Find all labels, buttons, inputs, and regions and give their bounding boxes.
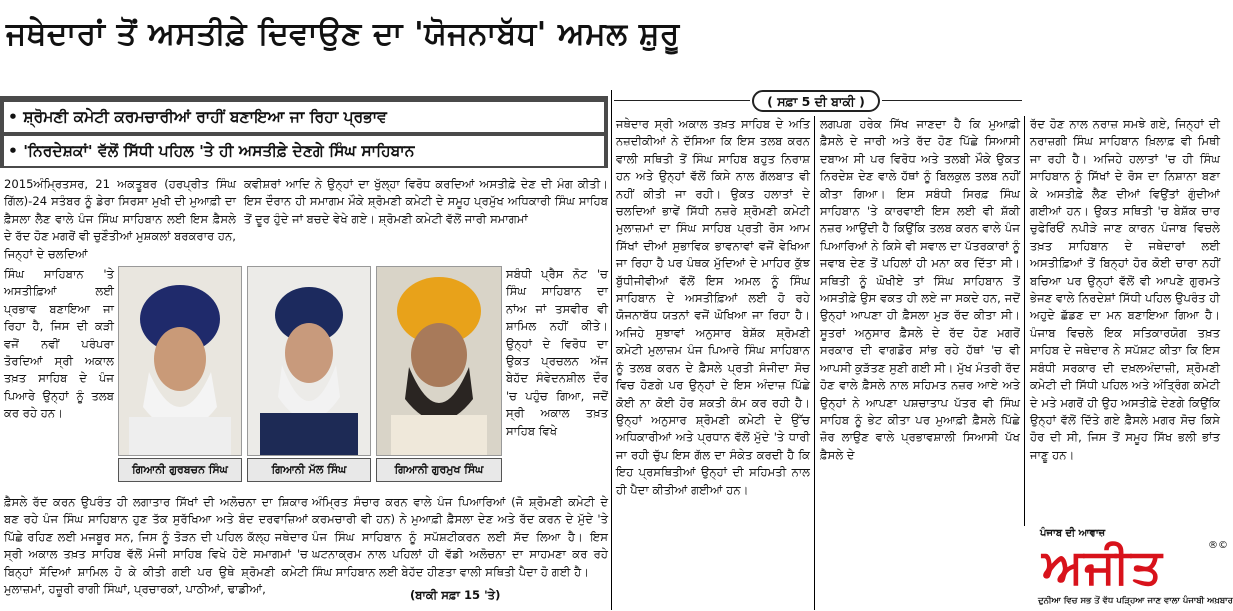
caption-3: ਗਿਆਨੀ ਗੁਰਮੁਖ ਸਿੰਘ bbox=[376, 458, 502, 482]
column-5 bbox=[1030, 116, 1220, 522]
column-2-narrow bbox=[506, 266, 608, 492]
headline: ਜਥੇਦਾਰਾਂ ਤੋਂ ਅਸਤੀਫ਼ੇ ਦਿਵਾਉਣ ਦਾ 'ਯੋਜਨਾਬੱਧ' ਅਮਲ ਸ਼ੁਰੂ bbox=[6, 16, 680, 52]
column-4 bbox=[820, 116, 1020, 522]
column-2-top bbox=[244, 176, 608, 264]
portrait-1 bbox=[119, 267, 241, 455]
column-2-narrow-text: ਸਬੰਧੀ ਪ੍ਰੈਸ ਨੋਟ 'ਚ ਸਿੰਘ ਸਾਹਿਬਾਨ ਦਾ ਨਾਂਅ ਜਾਂ ਤਸਵੀਰ ਵੀ ਸ਼ਾਮਿਲ ਨਹੀਂ ਕੀਤੇ। ਉਨ੍ਹਾਂ ਦੇ ਵਿਰੋਧ ਦਾ ਉਕਤ ਪ੍ਰਚਲਨ ਅੱਜ ਬੇਹੱਦ ਸੰਵੇਦਨਸ਼ੀਲ ਦੌਰ 'ਚ ਪਹੁੰਚ ਗਿਆ, ਜਦੋਂ ਸ੍ਰੀ ਅਕਾਲ ਤਖ਼ਤ ਸਾਹਿਬ ਵਿਖੇ bbox=[506, 267, 608, 438]
column-2-bottom bbox=[312, 494, 608, 584]
column-2-top-text: ਕਵੀਸ਼ਰਾਂ ਆਦਿ ਨੇ ਉਨ੍ਹਾਂ ਦਾ ਖੁੱਲ੍ਹਾ ਵਿਰੋਧ ਕਰਦਿਆਂ ਅਸਤੀਫ਼ੇ ਦੇਣ ਦੀ ਮੰਗ ਕੀਤੀ। ਇਸ ਦੌਰਾਨ ਹੀ ਸਮਾਗਮ ਮੌਕੇ ਸ਼੍ਰੋਮਣੀ ਕਮੇਟੀ ਦੇ ਸਮੂਹ ਪ੍ਰਮੁੱਖ ਅਧਿਕਾਰੀ ਸਿੰਘ ਸਾਹਿਬ ਤੋਂ ਦੂਰ ਹੁੰਦੇ ਜਾਂ ਬਚਦੇ ਵੇਖੇ ਗਏ। ਸ਼੍ਰੋਮਣੀ ਕਮੇਟੀ ਵੱਲੋਂ ਜਾਰੀ ਸਮਾਗਮਾਂ bbox=[244, 177, 608, 226]
ajit-logo bbox=[1038, 528, 1233, 610]
continued-rule-right bbox=[882, 100, 1022, 101]
column-1-bottom bbox=[4, 494, 308, 608]
continued-footnote: (ਬਾਕੀ ਸਫ਼ਾ 15 'ਤੇ) bbox=[410, 588, 501, 602]
photo-gurmukh-singh bbox=[376, 266, 502, 456]
column-rule-2 bbox=[814, 116, 815, 610]
column-2-bottom-text: ਅੰਮ੍ਰਿਤ ਸੰਚਾਰ ਕਰਨ ਵਾਲੇ ਪੰਜ ਪਿਆਰਿਆਂ (ਜੋ ਸ਼੍ਰੋਮਣੀ ਕਮੇਟੀ ਦੇ ਕਰਮਚਾਰੀ ਵੀ ਹਨ) ਨੇ ਮੁਆਫ਼ੀ ਫ਼ੈਸਲਾ ਦੇਣ ਅਤੇ ਰੱਦ ਕਰਨ ਦੇ ਮੁੱਦੇ 'ਤੇ ਪੰਜ ਸਿੰਘ ਸਾਹਿਬਾਨ ਨੂੰ ਸਪੱਸ਼ਟੀਕਰਨ ਲਈ ਸੱਦ ਲਿਆ ਹੈ। ਇਸ ਘਟਨਾਕ੍ਰਮ ਨਾਲ ਪਹਿਲਾਂ ਹੀ ਵੱਡੀ ਅਲੋਚਨਾ ਦਾ ਸਾਹਮਣਾ ਕਰ ਰਹੇ ਸਿੰਘ ਸਾਹਿਬਾਨ ਲਈ ਬੇਹੱਦ ਹੀਣਤਾ ਵਾਲੀ ਸਥਿਤੀ ਪੈਦਾ ਹੋ ਗਈ ਹੈ। bbox=[312, 495, 608, 579]
column-1-narrow bbox=[4, 266, 114, 492]
logo-tagline: ਦੁਨੀਆ ਵਿਚ ਸਭ ਤੋਂ ਵੱਧ ਪੜ੍ਹਿਆ ਜਾਣ ਵਾਲਾ ਪੰਜਾਬੀ ਅਖ਼ਬਾਰ bbox=[1038, 596, 1233, 606]
column-5-text: ਰੱਦ ਹੋਣ ਨਾਲ ਨਰਾਜ਼ ਸਮਝੇ ਗਏ, ਜਿਨ੍ਹਾਂ ਦੀ ਨਰਾਜ਼ਗੀ ਸਿੰਘ ਸਾਹਿਬਾਨ ਖ਼ਿਲਾਫ਼ ਵੀ ਮਿਥੀ ਜਾ ਰਹੀ ਹੈ। ਅਜਿਹੇ ਹਲਾਤਾਂ 'ਚ ਹੀ ਸਿੰਘ ਸਾਹਿਬਾਨ ਨੂੰ ਸਿੱਖਾਂ ਦੇ ਰੋਸ ਦਾ ਨਿਸ਼ਾਨਾ ਬਣਾ ਕੇ ਅਸਤੀਫ਼ੇ ਲੈਣ ਦੀਆਂ ਵਿਉਂਤਾਂ ਗੁੰਦੀਆਂ ਗਈਆਂ ਹਨ। ਉਕਤ ਸਥਿਤੀ 'ਚ ਬੇਸ਼ੱਕ ਚਾਰ ਚੁਫੇਰਿਓਂ ਨਪੀੜੇ ਜਾਣ ਕਾਰਨ ਪੰਜਾਬ ਵਿਚਲੇ ਤਖ਼ਤ ਸਾਹਿਬਾਨ ਦੇ ਜਥੇਦਾਰਾਂ ਲਈ ਅਸਤੀਫ਼ਿਆਂ ਤੋਂ ਬਿਨ੍ਹਾਂ ਹੋਰ ਕੋਈ ਚਾਰਾ ਨਹੀਂ ਬਚਿਆ ਪਰ ਉਨ੍ਹਾਂ ਵੱਲੋਂ ਵੀ ਆਪਣੇ ਗੁਰਮਤੇ ਭੇਜਣ ਵਾਲੇ ਨਿਰਦੇਸ਼ਾਂ ਸਿੱਧੀ ਪਹਿਲ ਉਪਰੰਤ ਹੀ ਅਹੁਦੇ ਛੱਡਣ ਦਾ ਮਨ ਬਣਾਇਆ ਗਿਆ ਹੈ। ਪੰਜਾਬ ਵਿਚਲੇ ਇਕ ਸਤਿਕਾਰਯੋਗ ਤਖ਼ਤ ਸਾਹਿਬ ਦੇ ਜਥੇਦਾਰ ਨੇ ਸਪੱਸ਼ਟ ਕੀਤਾ ਕਿ ਇਸ ਸਬੰਧੀ ਸਰਕਾਰ ਦੀ ਦਖ਼ਲਅੰਦਾਜ਼ੀ, ਸ਼੍ਰੋਮਣੀ ਕਮੇਟੀ ਦੀ ਸਿੱਧੀ ਪਹਿਲ ਅਤੇ ਅੰਤ੍ਰਿੰਗ ਕਮੇਟੀ ਦੇ ਮਤੇ ਮਗਰੋਂ ਹੀ ਉਹ ਅਸਤੀਫ਼ੇ ਦੇਣਗੇ ਕਿਉਂਕਿ ਉਨ੍ਹਾਂ ਵੱਲੋਂ ਦਿੱਤੇ ਗਏ ਫ਼ੈਸਲੇ ਮਗਰ ਸੋਚ ਕਿਸੇ ਹੋਰ ਦੀ ਸੀ, ਜਿਸ ਤੋਂ ਸਮੂਹ ਸਿੱਖ ਭਲੀ ਭਾਂਤ ਜਾਣੂ ਹਨ। bbox=[1030, 117, 1220, 462]
continued-from-tag: ( ਸਫ਼ਾ 5 ਦੀ ਬਾਕੀ ) bbox=[752, 90, 880, 112]
column-rule-3 bbox=[1024, 116, 1025, 526]
photo-gurbachan-singh bbox=[118, 266, 242, 456]
logo-name: ਅਜੀਤ bbox=[1042, 539, 1163, 595]
photo-mal-singh bbox=[247, 266, 371, 456]
logo-registered-mark: ®© bbox=[1208, 540, 1228, 551]
continued-rule-left bbox=[614, 100, 750, 101]
column-rule-1 bbox=[611, 90, 612, 610]
column-1-narrow-text: ਸਿੰਘ ਸਾਹਿਬਾਨ 'ਤੇ ਅਸਤੀਫ਼ਿਆਂ ਲਈ ਪ੍ਰਭਾਵ ਬਣਾਇਆ ਜਾ ਰਿਹਾ ਹੈ, ਜਿਸ ਦੀ ਕੜੀ ਵਜੋਂ ਨਵੀਂ ਪਰੰਪਰਾ ਤੋਰਦਿਆਂ ਸ੍ਰੀ ਅਕਾਲ ਤਖ਼ਤ ਸਾਹਿਬ ਦੇ ਪੰਜ ਪਿਆਰੇ ਉਨ੍ਹਾਂ ਨੂੰ ਤਲਬ ਕਰ ਰਹੇ ਹਨ। bbox=[4, 267, 114, 421]
logo-top-text: ਪੰਜਾਬ ਦੀ ਆਵਾਜ਼ bbox=[1040, 528, 1106, 539]
column-1-top bbox=[4, 176, 236, 264]
column-4-text: ਲਗਪਗ ਹਰੇਕ ਸਿੱਖ ਜਾਣਦਾ ਹੈ ਕਿ ਮੁਆਫ਼ੀ ਫ਼ੈਸਲੇ ਦੇ ਜਾਰੀ ਅਤੇ ਰੱਦ ਹੋਣ ਪਿੱਛੇ ਸਿਆਸੀ ਦਬਾਅ ਸੀ ਪਰ ਵਿਰੋਧ ਅਤੇ ਤਲਬੀ ਮੌਕੇ ਉਕਤ ਨਿਰਦੇਸ਼ ਦੇਣ ਵਾਲੇ ਹੱਥਾਂ ਨੂੰ ਬਿਲਕੁਲ ਤਲਬ ਨਹੀਂ ਕੀਤਾ ਗਿਆ। ਇਸ ਸਬੰਧੀ ਸਿਰਫ਼ ਸਿੰਘ ਸਾਹਿਬਾਨ 'ਤੇ ਕਾਰਵਾਈ ਇਸ ਲਈ ਵੀ ਸ਼ੱਕੀ ਨਜ਼ਰ ਆਉਂਦੀ ਹੈ ਕਿਉਂਕਿ ਤਲਬ ਕਰਨ ਵਾਲੇ ਪੰਜ ਪਿਆਰਿਆਂ ਨੇ ਕਿਸੇ ਵੀ ਸਵਾਲ ਦਾ ਪੱਤਰਕਾਰਾਂ ਨੂੰ ਜਵਾਬ ਦੇਣ ਤੋਂ ਪਹਿਲਾਂ ਹੀ ਮਨਾ ਕਰ ਦਿੱਤਾ ਸੀ। ਸਥਿਤੀ ਨੂੰ ਘੋਖੀਏ ਤਾਂ ਸਿੰਘ ਸਾਹਿਬਾਨ ਤੋਂ ਅਸਤੀਫ਼ੇ ਉਸ ਵਕਤ ਹੀ ਲਏ ਜਾ ਸਕਦੇ ਹਨ, ਜਦੋਂ ਉਨ੍ਹਾਂ ਆਪਣਾ ਹੀ ਫ਼ੈਸਲਾ ਮੁੜ ਰੱਦ ਕੀਤਾ ਸੀ। ਸੂਤਰਾਂ ਅਨੁਸਾਰ ਫ਼ੈਸਲੇ ਦੇ ਰੱਦ ਹੋਣ ਮਗਰੋਂ ਸਰਕਾਰ ਦੀ ਵਾਗਡੋਰ ਸਾਂਭ ਰਹੇ ਹੱਥਾਂ 'ਚ ਵੀ ਆਪਸੀ ਕੁੜੱਤਣ ਸੁਣੀ ਗਈ ਸੀ। ਮੁੱਖ ਮੰਤਰੀ ਰੱਦ ਹੋਣ ਵਾਲੇ ਫ਼ੈਸਲੇ ਨਾਲ ਸਹਿਮਤ ਨਜ਼ਰ ਆਏ ਅਤੇ ਉਨ੍ਹਾਂ ਨੇ ਆਪਣਾ ਪਸ਼ਚਾਤਾਪ ਪੱਤਰ ਵੀ ਸਿੰਘ ਸਾਹਿਬ ਨੂੰ ਭੇਟ ਕੀਤਾ ਪਰ ਮੁਆਫ਼ੀ ਫ਼ੈਸਲੇ ਪਿੱਛੇ ਜ਼ੋਰ ਲਾਉਣ ਵਾਲੇ ਪ੍ਰਭਾਵਸ਼ਾਲੀ ਸਿਆਸੀ ਪੱਖ ਫ਼ੈਸਲੇ ਦੇ bbox=[820, 117, 1020, 462]
portrait-2 bbox=[248, 267, 370, 455]
caption-2: ਗਿਆਨੀ ਮੱਲ ਸਿੰਘ bbox=[247, 458, 371, 482]
column-3-text: ਜਥੇਦਾਰ ਸ੍ਰੀ ਅਕਾਲ ਤਖ਼ਤ ਸਾਹਿਬ ਦੇ ਅਤਿ ਨਜ਼ਦੀਕੀਆਂ ਨੇ ਦੱਸਿਆ ਕਿ ਇਸ ਤਲਬ ਕਰਨ ਵਾਲੀ ਸਥਿਤੀ ਤੋਂ ਸਿੰਘ ਸਾਹਿਬ ਬਹੁਤ ਨਿਰਾਸ਼ ਹਨ ਅਤੇ ਉਨ੍ਹਾਂ ਵੱਲੋਂ ਕਿਸੇ ਨਾਲ ਗੱਲਬਾਤ ਵੀ ਨਹੀਂ ਕੀਤੀ ਜਾ ਰਹੀ। ਉਕਤ ਹਲਾਤਾਂ ਦੇ ਚਲਦਿਆਂ ਭਾਵੇਂ ਸਿੱਧੀ ਨਜ਼ਰੇ ਸ਼੍ਰੋਮਣੀ ਕਮੇਟੀ ਮੁਲਾਜ਼ਮਾਂ ਦਾ ਸਿੰਘ ਸਾਹਿਬ ਪ੍ਰਤੀ ਰੋਸ ਆਮ ਸਿੱਖਾਂ ਦੀਆਂ ਸੁਭਾਵਿਕ ਭਾਵਨਾਵਾਂ ਵਜੋਂ ਵੇਖਿਆ ਜਾ ਰਿਹਾ ਹੈ ਪਰ ਪੰਥਕ ਮੁੱਦਿਆਂ ਦੇ ਮਾਹਿਰ ਕੁੱਝ ਬੁੱਧੀਜੀਵੀਆਂ ਵੱਲੋਂ ਇਸ ਅਮਲ ਨੂੰ ਸਿੰਘ ਸਾਹਿਬਾਨ ਦੇ ਅਸਤੀਫ਼ਿਆਂ ਲਈ ਹੋ ਰਹੇ ਯੋਜਨਾਬੱਧ ਯਤਨਾਂ ਵਜੋਂ ਘੋਖਿਆ ਜਾ ਰਿਹਾ ਹੈ। ਅਜਿਹੇ ਸੁਝਾਵਾਂ ਅਨੁਸਾਰ ਬੇਸ਼ੱਕ ਸ਼੍ਰੋਮਣੀ ਕਮੇਟੀ ਮੁਲਾਜ਼ਮ ਪੰਜ ਪਿਆਰੇ ਸਿੰਘ ਸਾਹਿਬਾਨ ਨੂੰ ਤਲਬ ਕਰਨ ਦੇ ਫ਼ੈਸਲੇ ਪ੍ਰਤੀ ਸੰਜੀਦਾ ਸੋਚ ਵਿਚ ਹੋਣਗੇ ਪਰ ਉਨ੍ਹਾਂ ਦੇ ਇਸ ਅੰਦਾਜ਼ ਪਿੱਛੇ ਕੋਈ ਨਾ ਕੋਈ ਹੋਰ ਸ਼ਕਤੀ ਕੰਮ ਕਰ ਰਹੀ ਹੈ। ਉਨ੍ਹਾਂ ਅਨੁਸਾਰ ਸ਼੍ਰੋਮਣੀ ਕਮੇਟੀ ਦੇ ਉੱਚ ਅਧਿਕਾਰੀਆਂ ਅਤੇ ਪ੍ਰਧਾਨ ਵੱਲੋਂ ਮੁੱਦੇ 'ਤੇ ਧਾਰੀ ਜਾ ਰਹੀ ਚੁੱਪ ਇਸ ਗੱਲ ਦਾ ਸੰਕੇਤ ਕਰਦੀ ਹੈ ਕਿ ਇਹ ਪ੍ਰਸਥਿਤੀਆਂ ਉਨ੍ਹਾਂ ਦੀ ਸਹਿਮਤੀ ਨਾਲ ਹੀ ਪੈਦਾ ਕੀਤੀਆਂ ਗਈਆਂ ਹਨ। bbox=[616, 117, 810, 497]
column-3 bbox=[616, 116, 810, 588]
column-1-bottom-text: ਫ਼ੈਸਲੇ ਰੱਦ ਕਰਨ ਉਪਰੰਤ ਹੀ ਲਗਾਤਾਰ ਸਿੱਖਾਂ ਦੀ ਅਲੋਚਨਾ ਦਾ ਸ਼ਿਕਾਰ ਬਣ ਰਹੇ ਪੰਜ ਸਿੰਘ ਸਾਹਿਬਾਨ ਹੁਣ ਤੱਕ ਸੁਰੱਖਿਆ ਅਤੇ ਬੰਦ ਦਰਵਾਜ਼ਿਆਂ ਪਿੱਛੇ ਰਹਿਣ ਲਈ ਮਜਬੂਰ ਸਨ, ਜਿਸ ਨੂੰ ਤੋੜਨ ਦੀ ਪਹਿਲ ਕੱਲ੍ਹ ਜਥੇਦਾਰ ਸ੍ਰੀ ਅਕਾਲ ਤਖ਼ਤ ਸਾਹਿਬ ਵੱਲੋਂ ਮੰਜੀ ਸਾਹਿਬ ਵਿਖੇ ਹੋਏ ਸਮਾਗਮਾਂ 'ਚ ਬਿਨ੍ਹਾਂ ਸੱਦਿਆਂ ਸ਼ਾਮਿਲ ਹੋ ਕੇ ਕੀਤੀ ਗਈ ਪਰ ਉਥੇ ਸ਼੍ਰੋਮਣੀ ਕਮੇਟੀ ਮੁਲਾਜ਼ਮਾਂ, ਹਜ਼ੂਰੀ ਰਾਗੀ ਸਿੰਘਾਂ, ਪ੍ਰਚਾਰਕਾਂ, ਪਾਠੀਆਂ, ਢਾਡੀਆਂ, bbox=[4, 495, 308, 597]
caption-1: ਗਿਆਨੀ ਗੁਰਬਚਨ ਸਿੰਘ bbox=[118, 458, 242, 482]
portrait-3 bbox=[377, 267, 501, 455]
subhead-2: • 'ਨਿਰਦੇਸ਼ਕਾਂ' ਵੱਲੋਂ ਸਿੱਧੀ ਪਹਿਲ 'ਤੇ ਹੀ ਅਸਤੀਫ਼ੇ ਦੇਣਗੇ ਸਿੰਘ ਸਾਹਿਬਾਨ bbox=[4, 136, 604, 166]
column-1-top-text: 2015ਅੰਮ੍ਰਿਤਸਰ, 21 ਅਕਤੂਬਰ (ਹਰਪ੍ਰੀਤ ਸਿੰਘ ਗਿੱਲ)-24 ਸਤੰਬਰ ਨੂੰ ਡੇਰਾ ਸਿਰਸਾ ਮੁਖੀ ਦੀ ਮੁਆਫ਼ੀ ਦਾ ਫ਼ੈਸਲਾ ਲੈਣ ਵਾਲੇ ਪੰਜ ਸਿੰਘ ਸਾਹਿਬਾਨ ਲਈ ਇਸ ਫ਼ੈਸਲੇ ਦੇ ਰੱਦ ਹੋਣ ਮਗਰੋਂ ਵੀ ਚੁਣੌਤੀਆਂ ਮੁਸ਼ਕਲਾਂ ਬਰਕਰਾਰ ਹਨ, ਜਿਨ੍ਹਾਂ ਦੇ ਚਲਦਿਆਂ bbox=[4, 177, 236, 261]
subhead-1: • ਸ਼੍ਰੋਮਣੀ ਕਮੇਟੀ ਕਰਮਚਾਰੀਆਂ ਰਾਹੀਂ ਬਣਾਇਆ ਜਾ ਰਿਹਾ ਪ੍ਰਭਾਵ bbox=[4, 102, 604, 132]
